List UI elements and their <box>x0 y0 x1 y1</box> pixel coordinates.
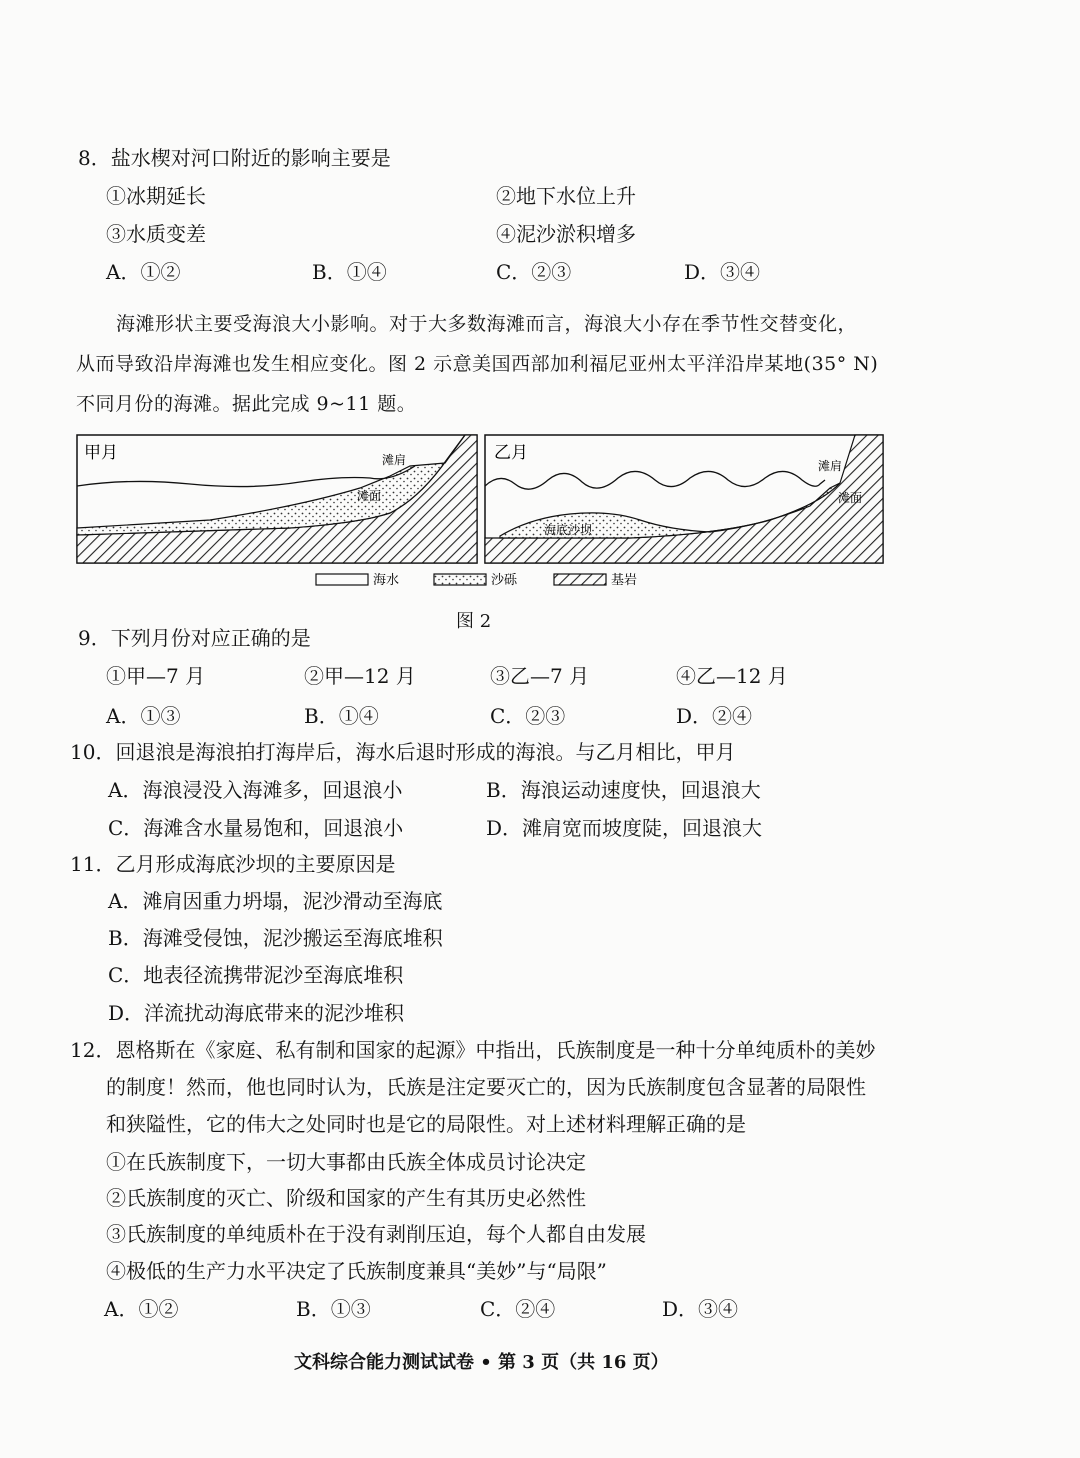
q9-stem: 9．下列月份对应正确的是 <box>78 626 311 650</box>
q10-option-c: C．海滩含水量易饱和，回退浪小 <box>108 816 404 840</box>
panel-a-label-face: 滩面 <box>357 489 382 503</box>
q8-option-a: A．①② <box>106 260 181 284</box>
q11-option-c: C．地表径流携带泥沙至海底堆积 <box>108 963 404 987</box>
q10-stem: 10．回退浪是海浪拍打海岸后，海水后退时形成的海浪。与乙月相比，甲月 <box>70 740 736 764</box>
q8-item-4: ④泥沙淤积增多 <box>496 222 636 246</box>
panel-b <box>485 435 883 563</box>
panel-b-label-bar: 海底沙坝 <box>544 523 593 537</box>
q12-item-2: ②氏族制度的灭亡、阶级和国家的产生有其历史必然性 <box>106 1186 586 1210</box>
q12-option-a: A．①② <box>104 1297 179 1321</box>
q12-stem-line-3: 和狭隘性，它的伟大之处同时也是它的局限性。对上述材料理解正确的是 <box>106 1112 746 1136</box>
q10-option-a: A．海浪浸没入海滩多，回退浪小 <box>108 778 403 802</box>
q8-option-d: D．③④ <box>684 260 761 284</box>
q8-item-2: ②地下水位上升 <box>496 184 636 208</box>
q11-option-b: B．海滩受侵蚀，泥沙搬运至海底堆积 <box>108 926 443 950</box>
intro-line-1: 海滩形状主要受海浪大小影响。对于大多数海滩而言，海浪大小存在季节性交替变化， <box>116 313 858 335</box>
panel-b-label-face: 滩面 <box>838 491 863 505</box>
q12-stem-line-1: 12．恩格斯在《家庭、私有制和国家的起源》中指出，氏族制度是一种十分单纯质朴的美妙 <box>70 1038 876 1062</box>
q11-stem: 11．乙月形成海底沙坝的主要原因是 <box>70 852 396 876</box>
q10-option-d: D．滩肩宽而坡度陡，回退浪大 <box>486 816 763 840</box>
q10-option-b: B．海浪运动速度快，回退浪大 <box>486 778 761 802</box>
intro-line-3: 不同月份的海滩。据此完成 9~11 题。 <box>76 393 417 415</box>
q12-option-c: C．②④ <box>480 1297 556 1321</box>
intro-line-2: 从而导致沿岸海滩也发生相应变化。图 2 示意美国西部加利福尼亚州太平洋沿岸某地(35° N) <box>76 353 879 375</box>
q8-option-c: C．②③ <box>496 260 572 284</box>
legend-swatch-seawater <box>316 574 368 585</box>
q9-item-1: ①甲—7 月 <box>106 664 206 688</box>
q12-stem-line-2: 的制度！然而，他也同时认为，氏族是注定要灭亡的，因为氏族制度包含显著的局限性 <box>106 1075 866 1099</box>
legend-label-bedrock: 基岩 <box>611 573 638 588</box>
legend-swatch-sand <box>434 574 486 585</box>
legend-label-seawater: 海水 <box>373 573 400 588</box>
q9-option-b: B．①④ <box>304 704 379 728</box>
legend-label-sand: 沙砾 <box>491 573 518 588</box>
q12-option-d: D．③④ <box>662 1297 739 1321</box>
legend-swatch-bedrock <box>554 574 606 585</box>
q11-option-a: A．滩肩因重力坍塌，泥沙滑动至海底 <box>108 889 443 913</box>
q8-item-3: ③水质变差 <box>106 222 206 246</box>
q8-option-b: B．①④ <box>312 260 387 284</box>
q12-item-3: ③氏族制度的单纯质朴在于没有剥削压迫，每个人都自由发展 <box>106 1222 646 1246</box>
q9-item-3: ③乙—7 月 <box>490 664 590 688</box>
q9-option-d: D．②④ <box>676 704 753 728</box>
q12-option-b: B．①③ <box>296 1297 371 1321</box>
panel-b-title: 乙月 <box>494 443 528 463</box>
panel-a-title: 甲月 <box>84 443 118 463</box>
figure-legend <box>316 572 637 588</box>
figure-caption: 图 2 <box>456 611 492 632</box>
figure-2-beach-diagram <box>70 428 890 598</box>
q11-option-d: D．洋流扰动海底带来的泥沙堆积 <box>108 1001 405 1025</box>
q9-option-c: C．②③ <box>490 704 566 728</box>
q9-option-a: A．①③ <box>106 704 181 728</box>
q12-item-4: ④极低的生产力水平决定了氏族制度兼具“美妙”与“局限” <box>106 1259 607 1283</box>
panel-b-label-shoulder: 滩肩 <box>818 459 843 473</box>
page-footer: 文科综合能力测试试卷 • 第 3 页（共 16 页） <box>294 1352 669 1373</box>
panel-a-label-shoulder: 滩肩 <box>382 453 407 467</box>
q8-stem: 8．盐水楔对河口附近的影响主要是 <box>78 146 391 170</box>
panel-a <box>77 435 477 563</box>
q9-item-4: ④乙—12 月 <box>676 664 788 688</box>
q8-item-1: ①冰期延长 <box>106 184 206 208</box>
q9-item-2: ②甲—12 月 <box>304 664 416 688</box>
q12-item-1: ①在氏族制度下，一切大事都由氏族全体成员讨论决定 <box>106 1150 586 1174</box>
